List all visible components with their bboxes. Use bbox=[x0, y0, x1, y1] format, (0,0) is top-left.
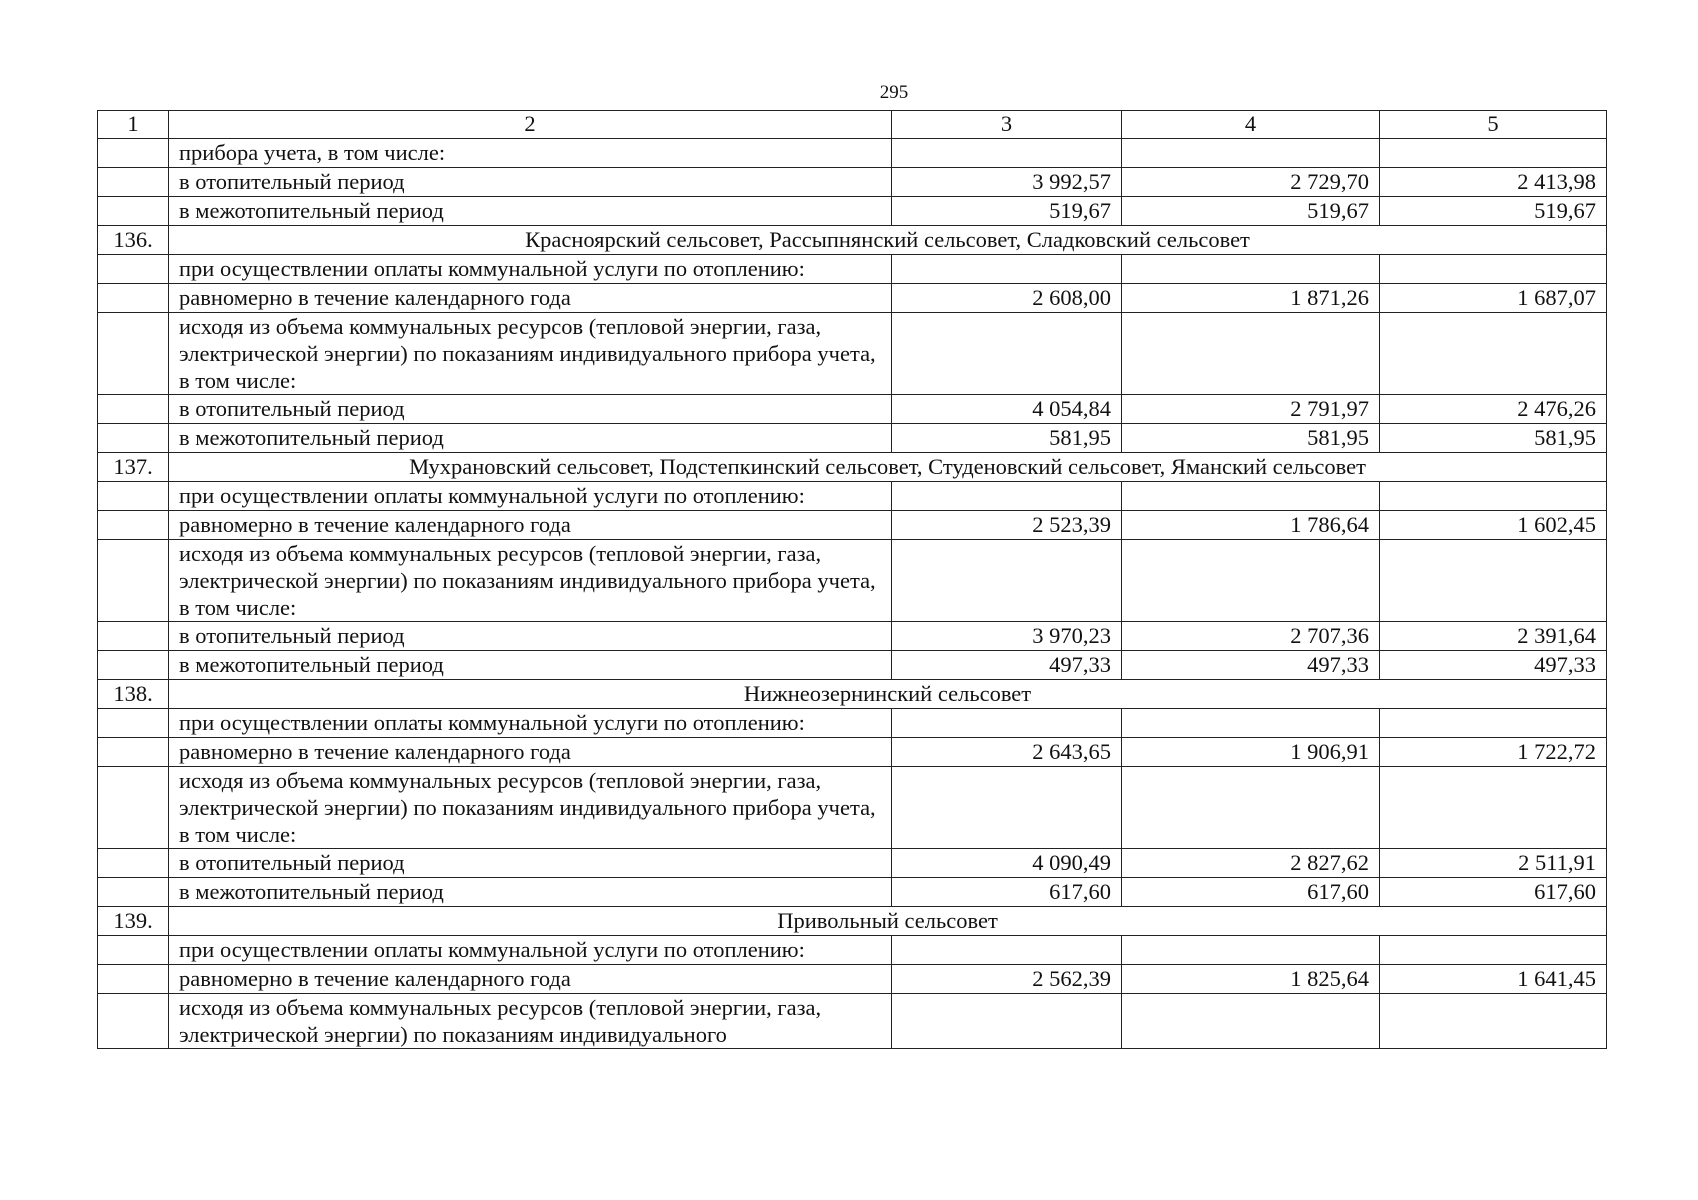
value-col-3 bbox=[892, 994, 1122, 1049]
group-header-row bbox=[98, 680, 1607, 709]
value-col-4: 617,60 bbox=[1122, 878, 1380, 907]
value-col-4: 497,33 bbox=[1122, 651, 1380, 680]
row-index-empty bbox=[98, 284, 169, 313]
row-index-empty bbox=[98, 313, 169, 395]
value-col-4: 2 707,36 bbox=[1122, 622, 1380, 651]
value-col-5: 1 602,45 bbox=[1380, 511, 1607, 540]
value-col-5: 2 391,64 bbox=[1380, 622, 1607, 651]
table-row bbox=[98, 139, 1607, 168]
value-col-4 bbox=[1122, 540, 1380, 622]
value-col-3 bbox=[892, 709, 1122, 738]
row-label: равномерно в течение календарного года bbox=[169, 284, 892, 313]
row-label: равномерно в течение календарного года bbox=[169, 511, 892, 540]
row-index-empty bbox=[98, 139, 169, 168]
row-label: при осуществлении оплаты коммунальной услуги по отоплению: bbox=[169, 709, 892, 738]
value-col-4: 2 791,97 bbox=[1122, 395, 1380, 424]
row-index-empty bbox=[98, 965, 169, 994]
table-row bbox=[98, 395, 1607, 424]
page-number: 295 bbox=[879, 82, 909, 103]
table-row bbox=[98, 738, 1607, 767]
table-header-row bbox=[98, 111, 1607, 139]
value-col-4 bbox=[1122, 313, 1380, 395]
value-col-4: 1 825,64 bbox=[1122, 965, 1380, 994]
row-label: исходя из объема коммунальных ресурсов (тепловой энергии, газа, электрической энергии) по показаниям индивидуального прибора учета, в том числе: bbox=[169, 767, 892, 849]
table-row bbox=[98, 168, 1607, 197]
table-row bbox=[98, 313, 1607, 395]
value-col-4 bbox=[1122, 767, 1380, 849]
value-col-3 bbox=[892, 540, 1122, 622]
value-col-5: 497,33 bbox=[1380, 651, 1607, 680]
row-index-empty bbox=[98, 651, 169, 680]
row-index-empty bbox=[98, 197, 169, 226]
table-row bbox=[98, 511, 1607, 540]
row-index: 137. bbox=[98, 453, 169, 482]
column-header-1: 1 bbox=[98, 111, 169, 139]
row-index: 136. bbox=[98, 226, 169, 255]
row-label: в отопительный период bbox=[169, 395, 892, 424]
row-index-empty bbox=[98, 994, 169, 1049]
value-col-3: 519,67 bbox=[892, 197, 1122, 226]
group-header-row bbox=[98, 453, 1607, 482]
value-col-3: 2 643,65 bbox=[892, 738, 1122, 767]
row-index-empty bbox=[98, 511, 169, 540]
value-col-5 bbox=[1380, 540, 1607, 622]
row-label: прибора учета, в том числе: bbox=[169, 139, 892, 168]
table-body bbox=[98, 139, 1607, 1049]
table-row bbox=[98, 965, 1607, 994]
value-col-5: 581,95 bbox=[1380, 424, 1607, 453]
table-row bbox=[98, 197, 1607, 226]
row-label: равномерно в течение календарного года bbox=[169, 738, 892, 767]
row-index-empty bbox=[98, 168, 169, 197]
value-col-3: 3 970,23 bbox=[892, 622, 1122, 651]
value-col-5 bbox=[1380, 936, 1607, 965]
group-title: Привольный сельсовет bbox=[169, 907, 1607, 936]
value-col-5 bbox=[1380, 709, 1607, 738]
value-col-5: 519,67 bbox=[1380, 197, 1607, 226]
row-index-empty bbox=[98, 767, 169, 849]
value-col-5: 2 511,91 bbox=[1380, 849, 1607, 878]
value-col-3 bbox=[892, 767, 1122, 849]
value-col-5: 2 476,26 bbox=[1380, 395, 1607, 424]
row-label: исходя из объема коммунальных ресурсов (тепловой энергии, газа, электрической энергии) по показаниям индивидуального прибора учета, в том числе: bbox=[169, 540, 892, 622]
value-col-3: 617,60 bbox=[892, 878, 1122, 907]
value-col-3 bbox=[892, 255, 1122, 284]
value-col-4: 1 906,91 bbox=[1122, 738, 1380, 767]
value-col-4: 1 871,26 bbox=[1122, 284, 1380, 313]
value-col-4: 2 729,70 bbox=[1122, 168, 1380, 197]
table-row bbox=[98, 849, 1607, 878]
group-title: Мухрановский сельсовет, Подстепкинский сельсовет, Студеновский сельсовет, Яманский сельсовет bbox=[169, 453, 1607, 482]
value-col-5 bbox=[1380, 139, 1607, 168]
value-col-4: 519,67 bbox=[1122, 197, 1380, 226]
group-title: Красноярский сельсовет, Рассыпнянский сельсовет, Сладковский сельсовет bbox=[169, 226, 1607, 255]
value-col-4 bbox=[1122, 994, 1380, 1049]
row-label: в межотопительный период bbox=[169, 651, 892, 680]
group-header-row bbox=[98, 907, 1607, 936]
column-header-4: 4 bbox=[1122, 111, 1380, 139]
value-col-4 bbox=[1122, 709, 1380, 738]
value-col-4: 581,95 bbox=[1122, 424, 1380, 453]
row-label: равномерно в течение календарного года bbox=[169, 965, 892, 994]
row-label: исходя из объема коммунальных ресурсов (тепловой энергии, газа, электрической энергии) по показаниям индивидуального прибора учета, в том числе: bbox=[169, 313, 892, 395]
value-col-5 bbox=[1380, 767, 1607, 849]
value-col-3: 4 090,49 bbox=[892, 849, 1122, 878]
table-row bbox=[98, 622, 1607, 651]
table-row bbox=[98, 767, 1607, 849]
row-index: 138. bbox=[98, 680, 169, 709]
row-index-empty bbox=[98, 255, 169, 284]
value-col-3 bbox=[892, 936, 1122, 965]
row-index-empty bbox=[98, 424, 169, 453]
row-index-empty bbox=[98, 738, 169, 767]
table-row bbox=[98, 284, 1607, 313]
value-col-5 bbox=[1380, 313, 1607, 395]
value-col-4 bbox=[1122, 255, 1380, 284]
value-col-3 bbox=[892, 482, 1122, 511]
row-label: в межотопительный период bbox=[169, 197, 892, 226]
row-index-empty bbox=[98, 622, 169, 651]
row-index: 139. bbox=[98, 907, 169, 936]
row-label: в межотопительный период bbox=[169, 424, 892, 453]
value-col-3: 581,95 bbox=[892, 424, 1122, 453]
row-label: в межотопительный период bbox=[169, 878, 892, 907]
row-label: исходя из объема коммунальных ресурсов (тепловой энергии, газа, электрической энергии) по показаниям индивидуального bbox=[169, 994, 892, 1049]
table-row bbox=[98, 994, 1607, 1049]
value-col-3: 2 608,00 bbox=[892, 284, 1122, 313]
row-label: в отопительный период bbox=[169, 622, 892, 651]
value-col-5 bbox=[1380, 482, 1607, 511]
row-label: в отопительный период bbox=[169, 849, 892, 878]
table-row bbox=[98, 878, 1607, 907]
value-col-4: 2 827,62 bbox=[1122, 849, 1380, 878]
value-col-5: 1 641,45 bbox=[1380, 965, 1607, 994]
value-col-5 bbox=[1380, 994, 1607, 1049]
value-col-3: 2 523,39 bbox=[892, 511, 1122, 540]
value-col-4 bbox=[1122, 139, 1380, 168]
row-index-empty bbox=[98, 709, 169, 738]
value-col-3 bbox=[892, 139, 1122, 168]
row-index-empty bbox=[98, 540, 169, 622]
row-label: при осуществлении оплаты коммунальной услуги по отоплению: bbox=[169, 936, 892, 965]
column-header-5: 5 bbox=[1380, 111, 1607, 139]
column-header-2: 2 bbox=[169, 111, 892, 139]
table-row bbox=[98, 424, 1607, 453]
group-title: Нижнеозернинский сельсовет bbox=[169, 680, 1607, 709]
table-row bbox=[98, 482, 1607, 511]
row-index-empty bbox=[98, 482, 169, 511]
table-row bbox=[98, 540, 1607, 622]
tariff-table bbox=[97, 110, 1607, 1049]
value-col-4: 1 786,64 bbox=[1122, 511, 1380, 540]
table-row bbox=[98, 255, 1607, 284]
row-label: при осуществлении оплаты коммунальной услуги по отоплению: bbox=[169, 482, 892, 511]
value-col-5 bbox=[1380, 255, 1607, 284]
value-col-5: 2 413,98 bbox=[1380, 168, 1607, 197]
value-col-3: 4 054,84 bbox=[892, 395, 1122, 424]
value-col-5: 1 722,72 bbox=[1380, 738, 1607, 767]
value-col-3: 3 992,57 bbox=[892, 168, 1122, 197]
row-label: в отопительный период bbox=[169, 168, 892, 197]
value-col-3: 2 562,39 bbox=[892, 965, 1122, 994]
value-col-5: 1 687,07 bbox=[1380, 284, 1607, 313]
row-index-empty bbox=[98, 936, 169, 965]
row-index-empty bbox=[98, 878, 169, 907]
table-row bbox=[98, 936, 1607, 965]
column-header-3: 3 bbox=[892, 111, 1122, 139]
row-index-empty bbox=[98, 849, 169, 878]
value-col-3 bbox=[892, 313, 1122, 395]
value-col-3: 497,33 bbox=[892, 651, 1122, 680]
value-col-5: 617,60 bbox=[1380, 878, 1607, 907]
group-header-row bbox=[98, 226, 1607, 255]
row-index-empty bbox=[98, 395, 169, 424]
table-row bbox=[98, 651, 1607, 680]
value-col-4 bbox=[1122, 482, 1380, 511]
value-col-4 bbox=[1122, 936, 1380, 965]
table-row bbox=[98, 709, 1607, 738]
row-label: при осуществлении оплаты коммунальной услуги по отоплению: bbox=[169, 255, 892, 284]
